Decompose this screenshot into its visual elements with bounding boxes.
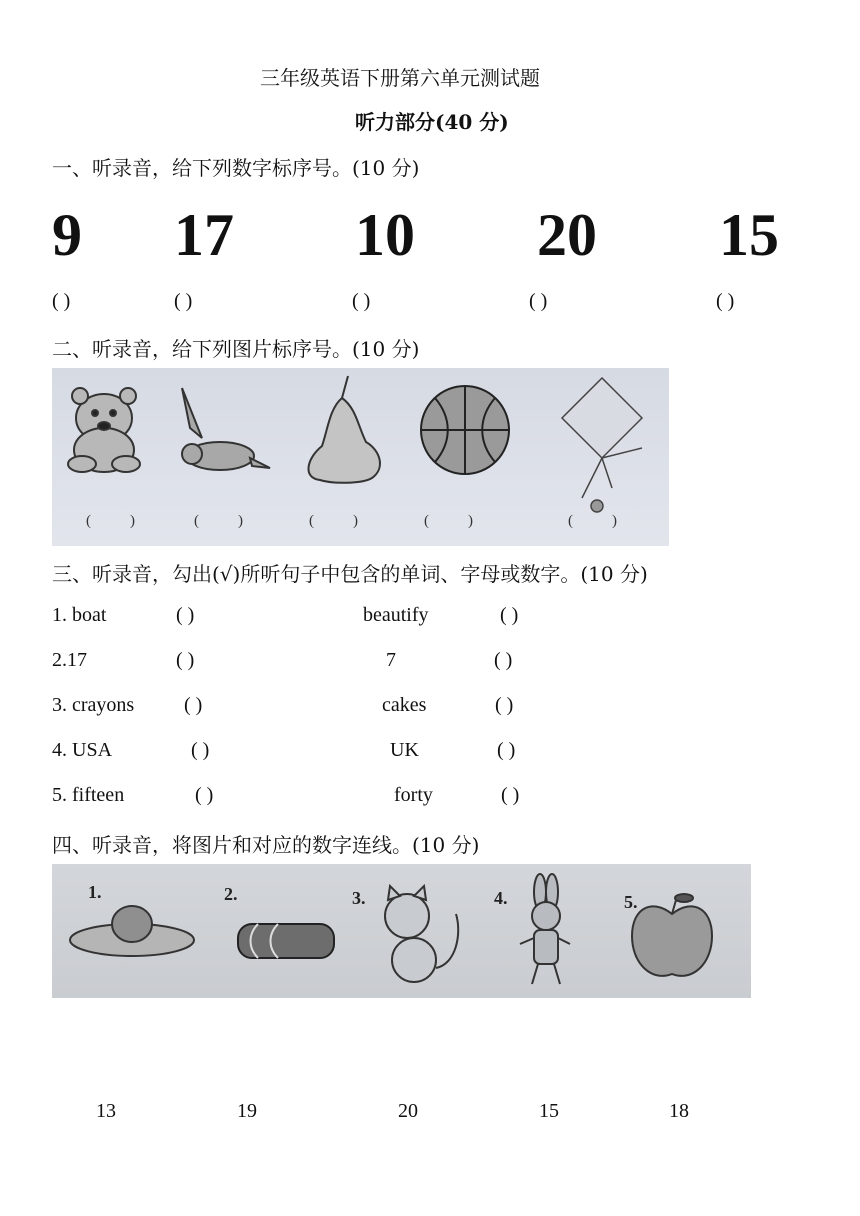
answer-blank[interactable]: ( ) (174, 290, 193, 312)
match-number[interactable]: 20 (398, 1100, 418, 1122)
svg-text:(: ( (309, 513, 314, 529)
answer-blank[interactable]: ( ) (495, 694, 514, 716)
svg-text:): ) (612, 513, 617, 529)
number-item: 17 (174, 202, 234, 268)
answer-blank[interactable]: ( ) (501, 784, 520, 806)
answer-blank[interactable]: ( ) (52, 290, 71, 312)
cat-picture (385, 886, 458, 982)
basketball-picture (421, 386, 509, 474)
answer-blank[interactable]: ( ) (176, 604, 195, 626)
bird-picture (182, 388, 270, 470)
section3-heading: 三、听录音，勾出(√)所听句子中包含的单词、字母或数字。(10 分) (52, 562, 648, 586)
section1-heading: 一、听录音，给下列数字标序号。(10 分) (52, 156, 420, 180)
picture-label: 3. (352, 888, 366, 908)
ufo-picture (70, 906, 194, 956)
word-option: 5. fifteen (52, 784, 125, 806)
number-item: 9 (52, 202, 82, 268)
sharpener-picture (238, 924, 334, 958)
word-option: 2.17 (52, 649, 87, 671)
svg-text:(: ( (86, 513, 91, 529)
answer-blank[interactable]: ( ) (195, 784, 214, 806)
section4-heading: 四、听录音，将图片和对应的数字连线。(10 分) (52, 833, 480, 857)
answer-blank[interactable]: ( ) (716, 290, 735, 312)
number-item: 15 (719, 202, 779, 268)
word-option: UK (390, 739, 419, 761)
match-number[interactable]: 15 (539, 1100, 559, 1122)
word-option: 4. USA (52, 739, 113, 761)
picture-label: 2. (224, 884, 238, 904)
answer-blank[interactable]: ( ) (529, 290, 548, 312)
svg-text:(: ( (568, 513, 573, 529)
number-item: 10 (355, 202, 415, 268)
svg-text:(: ( (194, 513, 199, 529)
answer-blank[interactable]: ( ) (176, 649, 195, 671)
number-item: 20 (537, 202, 597, 268)
word-option: beautify (363, 604, 429, 626)
word-option: 3. crayons (52, 694, 135, 716)
svg-text:): ) (353, 513, 358, 529)
word-option: cakes (382, 694, 427, 716)
bear-picture (68, 388, 140, 472)
picture-label: 1. (88, 882, 102, 902)
word-option: forty (394, 784, 433, 806)
picture-label: 4. (494, 888, 508, 908)
word-option: 1. boat (52, 604, 107, 626)
answer-blank[interactable]: ( ) (184, 694, 203, 716)
match-number[interactable]: 18 (669, 1100, 689, 1122)
picture-strip (52, 368, 669, 546)
pear-picture (308, 376, 379, 483)
answer-blank[interactable]: ( ) (500, 604, 519, 626)
kite-picture (562, 378, 642, 512)
svg-text:): ) (238, 513, 243, 529)
picture-strip (52, 864, 751, 998)
svg-text:(: ( (424, 513, 429, 529)
answer-blank[interactable]: ( ) (191, 739, 210, 761)
picture-strip-art (52, 864, 751, 998)
svg-text:): ) (468, 513, 473, 529)
apple-picture (632, 894, 712, 976)
word-option: 7 (386, 649, 396, 671)
picture-strip-art (52, 368, 669, 546)
section2-heading: 二、听录音，给下列图片标序号。(10 分) (52, 337, 420, 361)
answer-blank[interactable]: ( ) (494, 649, 513, 671)
picture-label: 5. (624, 892, 638, 912)
match-number[interactable]: 19 (237, 1100, 257, 1122)
rabbit-picture (520, 874, 570, 984)
answer-blank[interactable]: ( ) (352, 290, 371, 312)
answer-blank[interactable]: ( ) (497, 739, 516, 761)
page-subtitle: 听力部分(40 分) (355, 110, 509, 134)
svg-text:): ) (130, 513, 135, 529)
match-number[interactable]: 13 (96, 1100, 116, 1122)
page-title: 三年级英语下册第六单元测试题 (260, 66, 540, 90)
